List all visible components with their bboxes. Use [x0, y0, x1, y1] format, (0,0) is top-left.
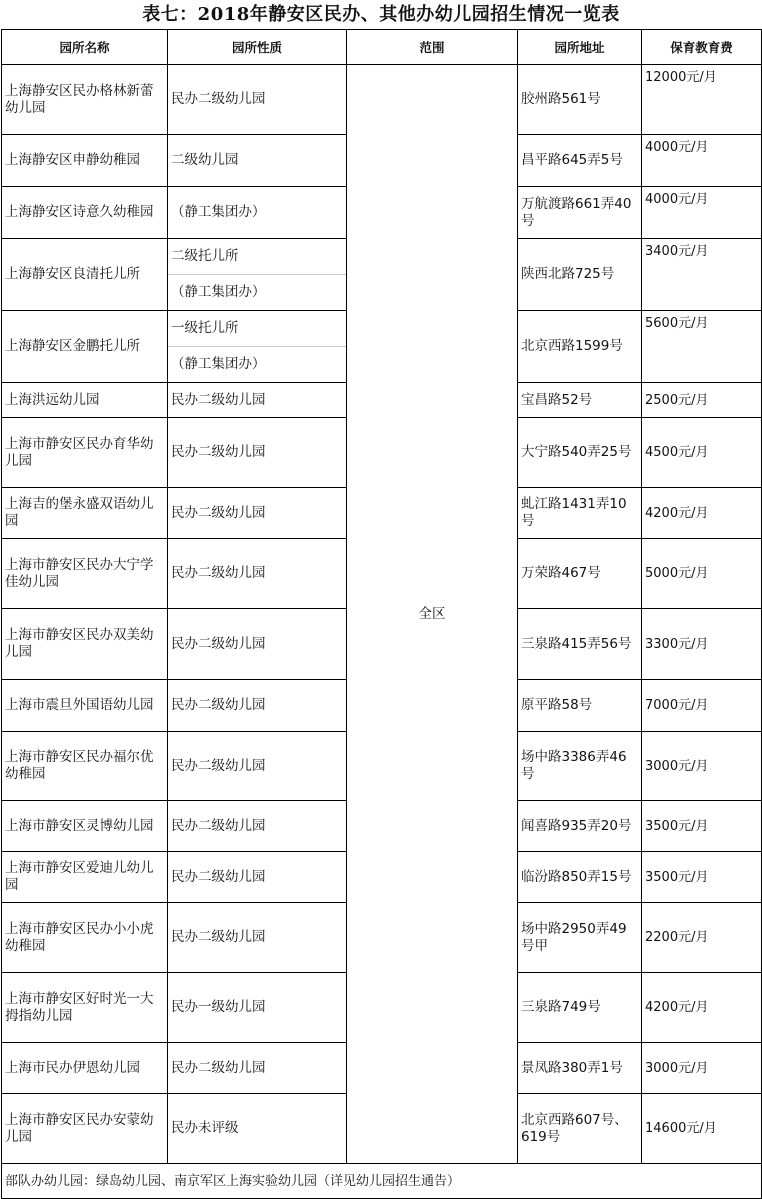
kindergarten-name: 上海洪远幼儿园 [2, 383, 168, 418]
kindergarten-type: 二级幼儿园 [168, 135, 347, 187]
kindergarten-fee: 4200元/月 [642, 973, 762, 1043]
kindergarten-name: 上海市静安区灵博幼儿园 [2, 801, 168, 852]
table-row [2, 65, 762, 135]
kindergarten-address: 胶州路561号 [518, 65, 642, 135]
kindergarten-type-organizer: （静工集团办） [168, 346, 346, 382]
kindergarten-fee: 3400元/月 [642, 239, 762, 311]
kindergarten-address: 北京西路1599号 [518, 311, 642, 383]
kindergarten-address: 景凤路380弄1号 [518, 1043, 642, 1094]
kindergarten-type [168, 311, 347, 383]
kindergarten-type: 民办二级幼儿园 [168, 65, 347, 135]
kindergarten-fee: 4000元/月 [642, 187, 762, 239]
kindergarten-name: 上海市静安区民办安蒙幼儿园 [2, 1094, 168, 1164]
kindergarten-address: 昌平路645弄5号 [518, 135, 642, 187]
kindergarten-fee: 3500元/月 [642, 852, 762, 903]
kindergarten-type: 民办二级幼儿园 [168, 680, 347, 732]
footer-note: 部队办幼儿园：绿岛幼儿园、南京军区上海实验幼儿园（详见幼儿园招生通告） [2, 1164, 762, 1199]
kindergarten-type: 民办二级幼儿园 [168, 418, 347, 488]
kindergarten-address: 闻喜路935弄20号 [518, 801, 642, 852]
table-footer-row [2, 1164, 762, 1199]
kindergarten-type: 民办二级幼儿园 [168, 1043, 347, 1094]
kindergarten-address: 万荣路467号 [518, 539, 642, 609]
kindergarten-address: 三泉路749号 [518, 973, 642, 1043]
kindergarten-table [1, 29, 762, 1199]
kindergarten-type: 民办一级幼儿园 [168, 973, 347, 1043]
header-name: 园所名称 [2, 30, 168, 65]
kindergarten-address: 万航渡路661弄40号 [518, 187, 642, 239]
kindergarten-type-level: 二级托儿所 [171, 248, 239, 264]
kindergarten-name: 上海市静安区民办育华幼儿园 [2, 418, 168, 488]
kindergarten-name: 上海市民办伊恩幼儿园 [2, 1043, 168, 1094]
kindergarten-fee: 5600元/月 [642, 311, 762, 383]
kindergarten-name: 上海静安区金鹏托儿所 [2, 311, 168, 383]
kindergarten-fee: 3500元/月 [642, 801, 762, 852]
kindergarten-address: 场中路2950弄49号甲 [518, 903, 642, 973]
kindergarten-address: 陕西北路725号 [518, 239, 642, 311]
header-address: 园所地址 [518, 30, 642, 65]
header-type: 园所性质 [168, 30, 347, 65]
kindergarten-fee: 2200元/月 [642, 903, 762, 973]
kindergarten-fee: 4500元/月 [642, 418, 762, 488]
kindergarten-fee: 3000元/月 [642, 732, 762, 801]
kindergarten-name: 上海静安区民办格林新蕾幼儿园 [2, 65, 168, 135]
kindergarten-fee: 3300元/月 [642, 609, 762, 680]
kindergarten-type-level: 一级托儿所 [171, 320, 239, 336]
header-fee: 保育教育费 [642, 30, 762, 65]
kindergarten-type: 民办二级幼儿园 [168, 383, 347, 418]
kindergarten-address: 临汾路850弄15号 [518, 852, 642, 903]
kindergarten-fee: 5000元/月 [642, 539, 762, 609]
kindergarten-fee: 7000元/月 [642, 680, 762, 732]
kindergarten-fee: 3000元/月 [642, 1043, 762, 1094]
kindergarten-type: 民办二级幼儿园 [168, 801, 347, 852]
range-cell: 全区 [347, 65, 518, 1164]
header-range: 范围 [347, 30, 518, 65]
kindergarten-type: 民办二级幼儿园 [168, 903, 347, 973]
kindergarten-address: 北京西路607号、619号 [518, 1094, 642, 1164]
kindergarten-type: 民办二级幼儿园 [168, 732, 347, 801]
kindergarten-name: 上海静安区申静幼稚园 [2, 135, 168, 187]
kindergarten-name: 上海市静安区民办双美幼儿园 [2, 609, 168, 680]
kindergarten-address: 宝昌路52号 [518, 383, 642, 418]
table-header-row [2, 30, 762, 65]
page-title: 表七：2018年静安区民办、其他办幼儿园招生情况一览表 [142, 4, 620, 25]
kindergarten-name: 上海市静安区民办小小虎幼稚园 [2, 903, 168, 973]
kindergarten-type-organizer: （静工集团办） [168, 274, 346, 310]
kindergarten-fee: 2500元/月 [642, 383, 762, 418]
kindergarten-address: 场中路3386弄46号 [518, 732, 642, 801]
kindergarten-name: 上海静安区诗意久幼稚园 [2, 187, 168, 239]
kindergarten-name: 上海静安区良清托儿所 [2, 239, 168, 311]
kindergarten-address: 三泉路415弄56号 [518, 609, 642, 680]
kindergarten-name: 上海市静安区爱迪儿幼儿园 [2, 852, 168, 903]
kindergarten-type [168, 239, 347, 311]
kindergarten-type: 民办二级幼儿园 [168, 539, 347, 609]
kindergarten-fee: 4200元/月 [642, 488, 762, 539]
kindergarten-name: 上海市震旦外国语幼儿园 [2, 680, 168, 732]
kindergarten-fee: 14600元/月 [642, 1094, 762, 1164]
kindergarten-address: 虬江路1431弄10号 [518, 488, 642, 539]
kindergarten-fee: 12000元/月 [642, 65, 762, 135]
kindergarten-name: 上海市静安区民办大宁学佳幼儿园 [2, 539, 168, 609]
kindergarten-type: 民办二级幼儿园 [168, 488, 347, 539]
kindergarten-type: 民办二级幼儿园 [168, 852, 347, 903]
kindergarten-address: 原平路58号 [518, 680, 642, 732]
kindergarten-name: 上海市静安区好时光一大拇指幼儿园 [2, 973, 168, 1043]
kindergarten-name: 上海市静安区民办福尔优幼稚园 [2, 732, 168, 801]
kindergarten-type: 民办二级幼儿园 [168, 609, 347, 680]
kindergarten-fee: 4000元/月 [642, 135, 762, 187]
kindergarten-name: 上海吉的堡永盛双语幼儿园 [2, 488, 168, 539]
kindergarten-type: （静工集团办） [168, 187, 347, 239]
kindergarten-type: 民办未评级 [168, 1094, 347, 1164]
kindergarten-address: 大宁路540弄25号 [518, 418, 642, 488]
